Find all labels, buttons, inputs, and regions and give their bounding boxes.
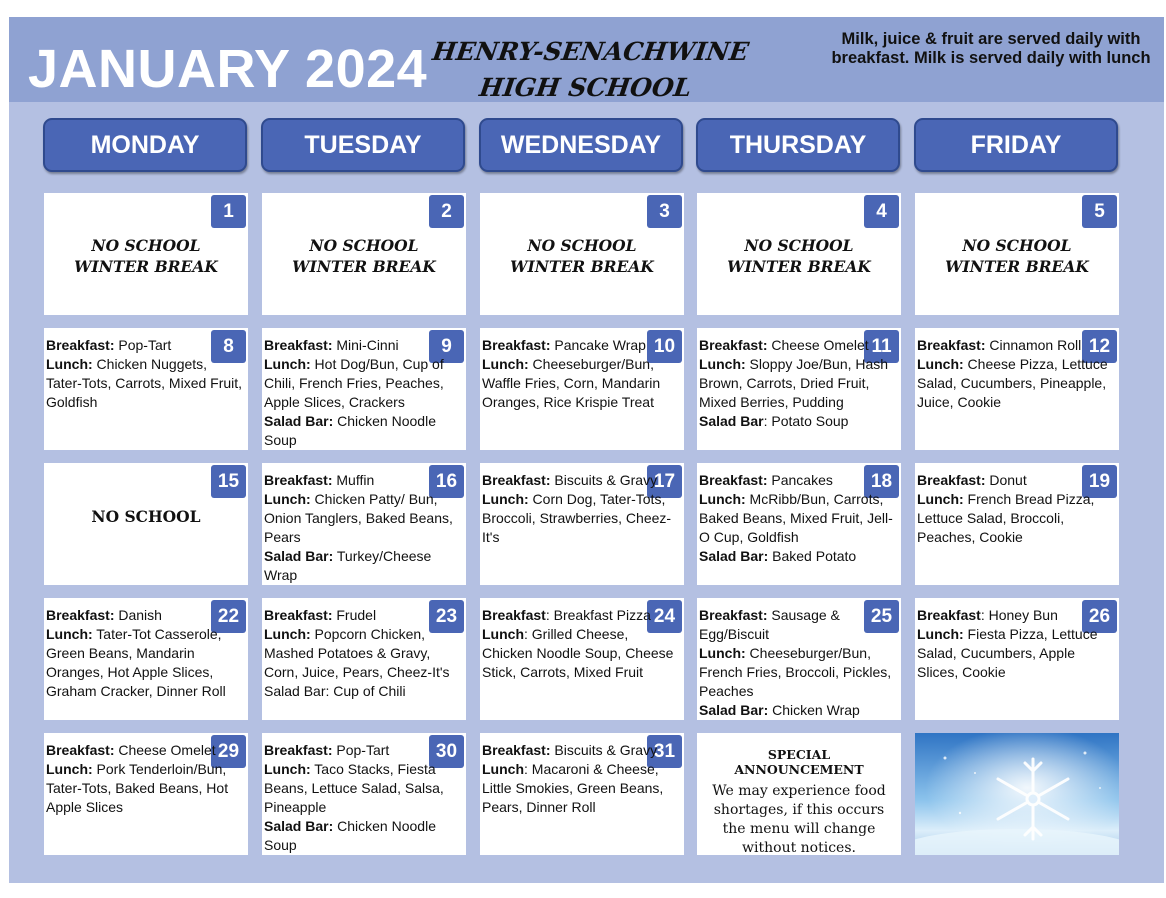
menu-value: : Grilled Cheese, Chicken Noodle Soup, Cheese Stick, Carrots, Mixed Fruit xyxy=(482,626,674,680)
menu-item xyxy=(264,355,464,412)
menu-label: Salad Bar: xyxy=(699,702,769,718)
day-cell xyxy=(915,193,1119,315)
menu-value: Chicken Patty/ Bun, Onion Tanglers, Baked Beans, Pears xyxy=(264,491,453,545)
menu-value: Cheese Omelet xyxy=(767,337,869,353)
day-number: 26 xyxy=(1082,600,1117,633)
snowflake-image-cell xyxy=(915,733,1119,855)
day-number: 11 xyxy=(864,330,899,363)
menu-item xyxy=(482,490,682,547)
menu-item xyxy=(264,490,464,547)
menu-value: : Honey Bun xyxy=(980,607,1058,623)
day-number: 3 xyxy=(647,195,682,228)
menu-item xyxy=(699,336,899,355)
menu-item xyxy=(46,606,246,625)
menu-text xyxy=(482,471,682,547)
menu-item xyxy=(699,547,899,566)
menu-label: Lunch: xyxy=(46,761,93,777)
menu-text xyxy=(482,336,682,412)
menu-label: Lunch: xyxy=(46,626,93,642)
menu-label: Breakfast: xyxy=(482,337,551,353)
menu-text xyxy=(264,606,464,701)
menu-label: Salad Bar: xyxy=(264,413,334,429)
menu-value: Cheese Omelet xyxy=(114,742,216,758)
day-header-wednesday: WEDNESDAY xyxy=(479,118,683,172)
closure-notice xyxy=(697,235,901,277)
day-number: 24 xyxy=(647,600,682,633)
menu-item xyxy=(482,355,682,412)
menu-item xyxy=(917,625,1117,682)
day-cell xyxy=(262,598,466,720)
day-cell xyxy=(262,328,466,450)
menu-value: Corn Dog, Tater-Tots, Broccoli, Strawberries, Cheez-It's xyxy=(482,491,672,545)
menu-item xyxy=(482,625,682,682)
day-cell xyxy=(915,598,1119,720)
menu-value: Turkey/Cheese Wrap xyxy=(264,548,432,583)
day-number: 22 xyxy=(211,600,246,633)
menu-item xyxy=(482,471,682,490)
menu-text xyxy=(264,471,464,585)
menu-value: Tater-Tot Casserole, Green Beans, Mandarin Oranges, Hot Apple Slices, Graham Cracker, Dinner Roll xyxy=(46,626,226,699)
menu-item xyxy=(264,741,464,760)
menu-value: Taco Stacks, Fiesta Beans, Lettuce Salad, Salsa, Pineapple xyxy=(264,761,444,815)
day-number: 18 xyxy=(864,465,899,498)
menu-value: Cheeseburger/Bun, French Fries, Broccoli, Pickles, Peaches xyxy=(699,645,892,699)
menu-label: Lunch: xyxy=(264,626,311,642)
day-cell xyxy=(44,733,248,855)
menu-text xyxy=(917,336,1117,412)
menu-label: Salad Bar: xyxy=(264,548,334,564)
menu-value: Pancakes xyxy=(767,472,833,488)
announcement-cell xyxy=(697,733,901,855)
menu-value: Pop-Tart xyxy=(114,337,172,353)
day-header-monday: MONDAY xyxy=(43,118,247,172)
menu-text xyxy=(264,336,464,450)
day-number: 2 xyxy=(429,195,464,228)
day-cell xyxy=(697,328,901,450)
menu-item xyxy=(699,701,899,720)
day-number: 23 xyxy=(429,600,464,633)
day-cell xyxy=(262,733,466,855)
day-cell xyxy=(480,733,684,855)
menu-value: Danish xyxy=(114,607,162,623)
menu-item xyxy=(264,625,464,682)
menu-text xyxy=(917,606,1117,682)
day-number: 29 xyxy=(211,735,246,768)
menu-label: Breakfast: xyxy=(482,472,551,488)
menu-value: Salad Bar: Cup of Chili xyxy=(264,683,406,699)
menu-item xyxy=(264,547,464,585)
menu-label: Lunch: xyxy=(264,761,311,777)
menu-label: Lunch xyxy=(482,761,524,777)
menu-item xyxy=(917,490,1117,547)
menu-label: Breakfast: xyxy=(699,472,768,488)
menu-item xyxy=(264,760,464,817)
menu-value: Sausage & Egg/Biscuit xyxy=(699,607,840,642)
menu-text xyxy=(699,606,899,720)
menu-label: Lunch: xyxy=(917,626,964,642)
day-cell xyxy=(697,598,901,720)
menu-item xyxy=(699,606,899,644)
menu-item xyxy=(264,412,464,450)
closure-line: WINTER BREAK xyxy=(945,257,1089,276)
menu-value: Frudel xyxy=(332,607,377,623)
menu-item xyxy=(699,490,899,547)
menu-label: Breakfast: xyxy=(264,742,333,758)
menu-label: Breakfast xyxy=(917,607,981,623)
closure-line: NO SCHOOL xyxy=(527,236,637,255)
day-number: 8 xyxy=(211,330,246,363)
menu-value: Pork Tenderloin/Bun, Tater-Tots, Baked Beans, Hot Apple Slices xyxy=(46,761,229,815)
announcement-body: We may experience food shortages, if this occurs the menu will change without notices. xyxy=(712,783,886,856)
menu-item xyxy=(264,606,464,625)
menu-label: Breakfast: xyxy=(264,472,333,488)
menu-value: Chicken Nuggets, Tater-Tots, Carrots, Mixed Fruit, Goldfish xyxy=(46,356,243,410)
day-cell xyxy=(44,463,248,585)
menu-item xyxy=(482,741,682,760)
menu-label: Lunch: xyxy=(699,645,746,661)
closure-line: WINTER BREAK xyxy=(510,257,654,276)
menu-label: Lunch: xyxy=(482,491,529,507)
menu-value: Popcorn Chicken, Mashed Potatoes & Gravy, Corn, Juice, Pears, Cheez-It's xyxy=(264,626,450,680)
menu-item xyxy=(46,625,246,701)
menu-label: Lunch: xyxy=(46,356,93,372)
snowflake-photo xyxy=(915,733,1119,855)
menu-value: Fiesta Pizza, Lettuce Salad, Cucumbers, Apple Slices, Cookie xyxy=(917,626,1098,680)
menu-label: Breakfast: xyxy=(264,337,333,353)
closure-line: WINTER BREAK xyxy=(292,257,436,276)
menu-label: Salad Bar: xyxy=(264,818,334,834)
day-cell xyxy=(480,463,684,585)
day-number: 1 xyxy=(211,195,246,228)
closure-line: NO SCHOOL xyxy=(962,236,1072,255)
menu-label: Lunch: xyxy=(264,356,311,372)
school-name-line1: HENRY-SENACHWINE xyxy=(430,37,751,66)
menu-value: Hot Dog/Bun, Cup of Chili, French Fries, Peaches, Apple Slices, Crackers xyxy=(264,356,444,410)
menu-label: Lunch: xyxy=(699,356,746,372)
menu-item xyxy=(46,760,246,817)
day-cell xyxy=(262,193,466,315)
menu-value: Chicken Noodle Soup xyxy=(264,413,436,448)
menu-item xyxy=(264,817,464,855)
milk-note: Milk, juice & fruit are served daily with breakfast. Milk is served daily with lunch xyxy=(831,30,1151,67)
menu-item xyxy=(264,336,464,355)
menu-label: Breakfast: xyxy=(46,607,115,623)
menu-value: Sloppy Joe/Bun, Hash Brown, Carrots, Dried Fruit, Mixed Berries, Pudding xyxy=(699,356,889,410)
day-cell xyxy=(480,328,684,450)
menu-item xyxy=(699,412,899,431)
menu-text xyxy=(699,336,899,431)
menu-value: Cheese Pizza, Lettuce Salad, Cucumbers, Pineapple, Juice, Cookie xyxy=(917,356,1108,410)
school-name xyxy=(403,34,773,106)
day-header-tuesday: TUESDAY xyxy=(261,118,465,172)
menu-label: Breakfast: xyxy=(917,472,986,488)
day-number: 31 xyxy=(647,735,682,768)
day-number: 17 xyxy=(647,465,682,498)
closure-line: NO SCHOOL xyxy=(91,236,201,255)
closure-line: WINTER BREAK xyxy=(74,257,218,276)
menu-label: Breakfast: xyxy=(917,337,986,353)
menu-label: Breakfast: xyxy=(482,742,551,758)
day-number: 16 xyxy=(429,465,464,498)
menu-value: Mini-Cinni xyxy=(332,337,399,353)
menu-value: Biscuits & Gravy xyxy=(550,742,658,758)
menu-item xyxy=(917,606,1117,625)
day-number: 12 xyxy=(1082,330,1117,363)
menu-value: Pop-Tart xyxy=(332,742,390,758)
menu-label: Lunch: xyxy=(917,356,964,372)
menu-item xyxy=(917,336,1117,355)
closure-line: NO SCHOOL xyxy=(309,236,419,255)
menu-label: Salad Bar xyxy=(699,413,764,429)
day-cell xyxy=(44,193,248,315)
menu-item xyxy=(699,644,899,701)
menu-text xyxy=(264,741,464,855)
menu-label: Lunch: xyxy=(917,491,964,507)
menu-label: Breakfast: xyxy=(264,607,333,623)
menu-item xyxy=(917,471,1117,490)
menu-label: Lunch: xyxy=(699,491,746,507)
menu-value: McRibb/Bun, Carrots, Baked Beans, Mixed Fruit, Jell-O Cup, Goldfish xyxy=(699,491,893,545)
menu-label: Breakfast: xyxy=(699,607,768,623)
day-cell xyxy=(697,463,901,585)
menu-label: Lunch xyxy=(482,626,524,642)
closure-notice xyxy=(915,235,1119,277)
day-cell xyxy=(915,463,1119,585)
day-cell xyxy=(480,193,684,315)
day-cell xyxy=(697,193,901,315)
closure-notice: NO SCHOOL xyxy=(91,507,201,526)
day-number: 9 xyxy=(429,330,464,363)
menu-value: French Bread Pizza, Lettuce Salad, Broccoli, Peaches, Cookie xyxy=(917,491,1095,545)
menu-value: Chicken Wrap xyxy=(768,702,860,718)
menu-value: Muffin xyxy=(332,472,375,488)
menu-item xyxy=(699,355,899,412)
menu-label: Breakfast: xyxy=(46,742,115,758)
menu-item xyxy=(482,760,682,817)
menu-text xyxy=(482,741,682,817)
menu-value: Cheeseburger/Bun, Waffle Fries, Corn, Mandarin Oranges, Rice Krispie Treat xyxy=(482,356,661,410)
menu-label: Breakfast: xyxy=(699,337,768,353)
menu-text xyxy=(699,471,899,566)
menu-label: Lunch: xyxy=(482,356,529,372)
menu-item xyxy=(46,355,246,412)
day-cell xyxy=(44,598,248,720)
menu-text xyxy=(482,606,682,682)
day-number: 10 xyxy=(647,330,682,363)
menu-item xyxy=(46,741,246,760)
day-cell xyxy=(915,328,1119,450)
menu-item xyxy=(482,606,682,625)
menu-value: Donut xyxy=(985,472,1027,488)
menu-value: Baked Potato xyxy=(768,548,857,564)
menu-value: Pancake Wrap xyxy=(550,337,646,353)
closure-line: WINTER BREAK xyxy=(727,257,871,276)
day-cell xyxy=(262,463,466,585)
menu-text xyxy=(917,471,1117,547)
menu-text xyxy=(46,606,246,701)
menu-item xyxy=(917,355,1117,412)
day-number: 15 xyxy=(211,465,246,498)
menu-value: : Macaroni & Cheese, Little Smokies, Green Beans, Pears, Dinner Roll xyxy=(482,761,664,815)
menu-item xyxy=(264,471,464,490)
day-number: 19 xyxy=(1082,465,1117,498)
special-announcement xyxy=(703,747,895,858)
day-number: 25 xyxy=(864,600,899,633)
day-number: 4 xyxy=(864,195,899,228)
menu-label: Salad Bar: xyxy=(699,548,769,564)
menu-value: Biscuits & Gravy xyxy=(550,472,658,488)
menu-item xyxy=(264,682,464,701)
day-number: 5 xyxy=(1082,195,1117,228)
day-header-thursday: THURSDAY xyxy=(696,118,900,172)
school-name-line2: HIGH SCHOOL xyxy=(477,73,694,102)
menu-value: Chicken Noodle Soup xyxy=(264,818,436,853)
day-header-friday: FRIDAY xyxy=(914,118,1118,172)
day-cell xyxy=(44,328,248,450)
menu-label: Lunch: xyxy=(264,491,311,507)
closure-notice xyxy=(262,235,466,277)
closure-notice xyxy=(480,235,684,277)
month-title: JANUARY 2024 xyxy=(28,39,428,99)
menu-item xyxy=(46,336,246,355)
day-cell xyxy=(480,598,684,720)
menu-label: Breakfast: xyxy=(46,337,115,353)
menu-text xyxy=(46,741,246,817)
menu-item xyxy=(699,471,899,490)
menu-text xyxy=(46,336,246,412)
closure-notice xyxy=(44,235,248,277)
menu-value: Cinnamon Roll xyxy=(985,337,1082,353)
day-number: 30 xyxy=(429,735,464,768)
menu-value: : Breakfast Pizza xyxy=(545,607,651,623)
menu-item xyxy=(482,336,682,355)
announcement-title: SPECIAL ANNOUNCEMENT xyxy=(734,747,864,777)
menu-value: : Potato Soup xyxy=(763,413,849,429)
closure-line: NO SCHOOL xyxy=(744,236,854,255)
menu-label: Breakfast xyxy=(482,607,546,623)
